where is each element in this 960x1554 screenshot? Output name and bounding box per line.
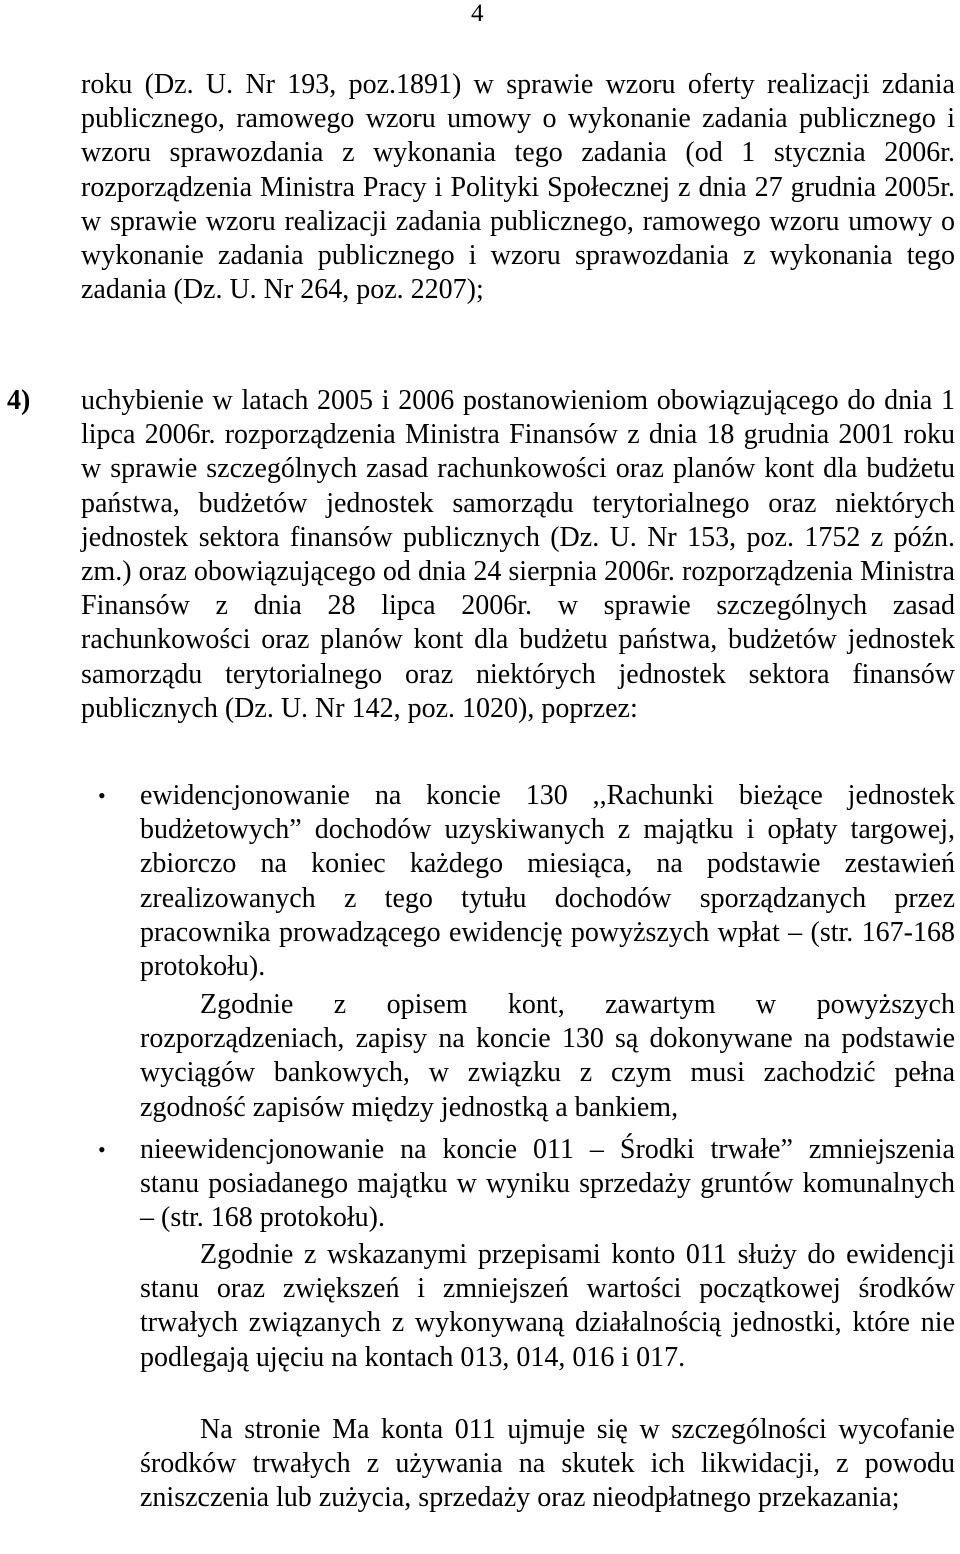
page-number: 4 (471, 0, 484, 27)
bullet-icon: • (98, 1137, 106, 1162)
bullet-1-explanation: Zgodnie z opisem kont, zawartym w powyższych rozporządzeniach, zapisy na koncie 130 są dokonywane na podstawie wyciągów bankowych, w związku z czym musi zachodzić pełna zgodność zapisów między jednostką a bankiem, (140, 989, 955, 1123)
list-item-text: uchybienie w latach 2005 i 2006 postanowieniom obowiązującego do dnia 1 lipca 2006r. rozporządzenia Ministra Finansów z dnia 18 grudnia 2001 roku w sprawie szczególnych zasad rachunkowości oraz planów kont dla budżetu państwa, budżetów jednostek samorządu terytorialnego oraz niektórych jednostek sektora finansów publicznych (Dz. U. Nr 153, poz. 1752 z późn. zm.) oraz obowiązującego od dnia 24 sierpnia 2006r. rozporządzenia Ministra Finansów z dnia 28 lipca 2006r. w sprawie szczególnych zasad rachunkowości oraz planów kont dla budżetu państwa, budżetów jednostek samorządu terytorialnego oraz niektórych jednostek sektora finansów publicznych (Dz. U. Nr 142, poz. 1020), poprzez: (81, 385, 955, 724)
bullet-2-explanation-1: Zgodnie z wskazanymi przepisami konto 011 służy do ewidencji stanu oraz zwiększeń i zmniejszeń wartości początkowej środków trwałych związanych z wykonywaną działalnością jednostki, które nie podlegają ujęciu na kontach 013, 014, 016 i 017. (140, 1239, 955, 1373)
bullet-icon: • (98, 783, 106, 808)
bullet-2-explanation-2: Na stronie Ma konta 011 ujmuje się w szczególności wycofanie środków trwałych z używania na skutek ich likwidacji, z powodu zniszczenia lub zużycia, sprzedaży oraz nieodpłatnego przekazania; (140, 1414, 955, 1514)
list-item-number: 4) (7, 385, 31, 416)
intro-paragraph: roku (Dz. U. Nr 193, poz.1891) w sprawie wzoru oferty realizacji zdania publicznego, ramowego wzoru umowy o wykonanie zadania publicznego i wzoru sprawozdania z wykonania tego zadania (od 1 stycznia 2006r. rozporządzenia Ministra Pracy i Polityki Społecznej z dnia 27 grudnia 2005r. w sprawie wzoru realizacji zadania publicznego, ramowego wzoru umowy o wykonanie zadania publicznego i wzoru sprawozdania z wykonania tego zadania (Dz. U. Nr 264, poz. 2207); (81, 69, 955, 306)
bullet-item-text: nieewidencjonowanie na koncie 011 – Środki trwałe” zmniejszenia stanu posiadanego majątku w wyniku sprzedaży gruntów komunalnych – (str. 168 protokołu). (140, 1134, 955, 1234)
bullet-item-text: ewidencjonowanie na koncie 130 ,,Rachunki bieżące jednostek budżetowych” dochodów uzyskiwanych z majątku i opłaty targowej, zbiorczo na koniec każdego miesiąca, na podstawie zestawień zrealizowanych z tego tytułu dochodów sporządzanych przez pracownika prowadzącego ewidencję powyższych wpłat – (str. 167-168 protokołu). (140, 780, 955, 983)
